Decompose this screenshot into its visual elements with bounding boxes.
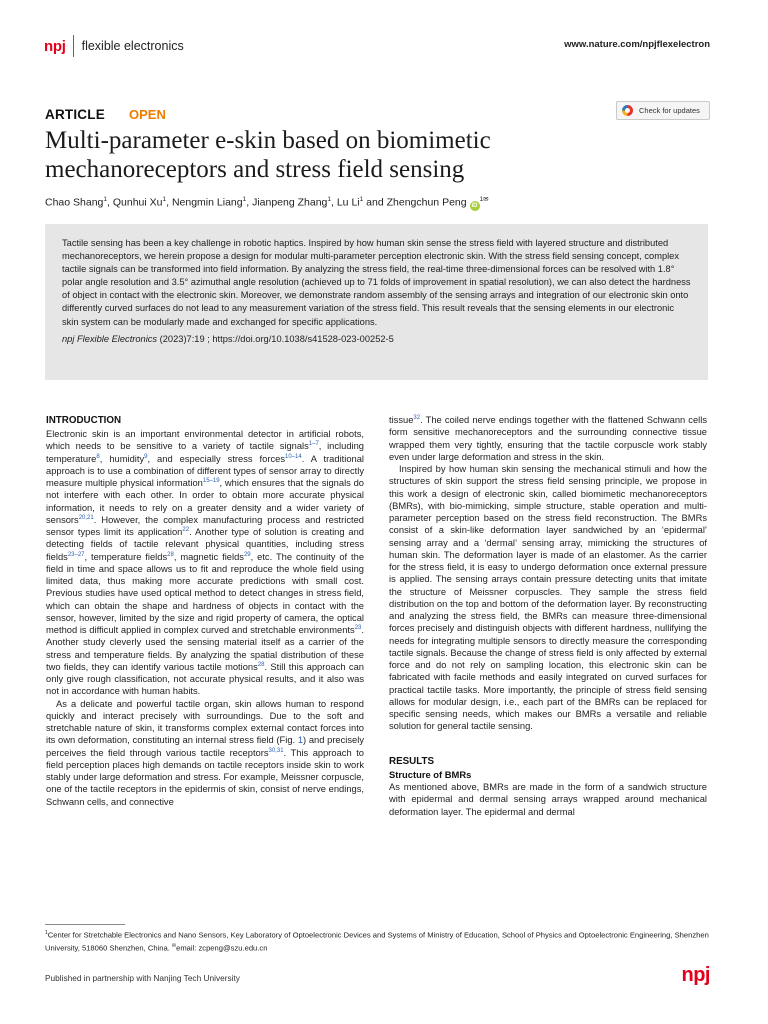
- orcid-icon[interactable]: iD: [471, 202, 478, 209]
- citation-ref[interactable]: 15–19: [202, 477, 220, 484]
- citation-ref[interactable]: 28: [257, 661, 265, 668]
- npj-logo: npj: [44, 37, 66, 55]
- citation-ref[interactable]: 23–27: [67, 551, 85, 558]
- open-access-label: OPEN: [129, 107, 166, 122]
- footer-npj-logo: npj: [681, 964, 710, 986]
- publisher-partnership-note: Published in partnership with Nanjing Tech University: [45, 973, 240, 983]
- citation-ref[interactable]: 10–14: [285, 453, 302, 460]
- paragraph: As mentioned above, BMRs are made in the form of a sandwich structure with epidermal and dermal sensing arrays wrapped around mechanical deformation layer. The epidermal and dermal: [389, 782, 707, 817]
- corresponding-email-link[interactable]: email: zcpeng@szu.edu.cn: [176, 943, 268, 953]
- citation-ref[interactable]: 23: [354, 624, 362, 631]
- citation-journal: npj Flexible Electronics: [62, 333, 158, 344]
- abstract-box: [45, 224, 708, 380]
- citation-ref[interactable]: 30,31: [268, 747, 284, 754]
- affiliation-footnote: [45, 928, 710, 954]
- body-column-right: [389, 414, 707, 818]
- citation-ref[interactable]: 32: [413, 414, 421, 421]
- section-spacer: [389, 733, 707, 755]
- citation-ref[interactable]: 29: [243, 551, 251, 558]
- author-name[interactable]: Jianpeng Zhang: [252, 196, 328, 209]
- journal-name: flexible electronics: [81, 39, 184, 53]
- header-divider: [73, 35, 74, 57]
- paragraph: Inspired by how human skin sensing the mechanical stimuli and how the structures of skin support the stress field sensing principle, we propose in this work a design of electronic skin, called biomimetic mechanoreceptors (BMRs), with bio-mimicking, simple structure, stable operation and multi-parameter perception based on the stress field reconstruction. The BMRs consist of a skin-like deformation layer sandwiched by an ‘epidermal’ sensing array and a ‘dermal’ sensing array, mimicking the structures of human skin. The deformation layer is made of an elastomer. As the carrier for the stress field, it is easy to undergo deformation once external pressure is applied. The sensing arrays contain pressure detecting units that imitate the structure of Meissner corpuscles. They sample the stress field distribution on the top and bottom of the deformation layer. By reconstructing and analyzing the stress field, the BMRs can measure three-dimensional forces precisely and distinguish objects with different hardness, nullifying the needs for integrating multiple sensors to directly measure the corresponding tactile signals. Because the change of stress field is only affected by external force and do not rely on sampling location, this electronic skin can be fabricated with facile methods and easily integrated on curved surfaces for practical tactile tasks. More importantly, the principle of stress field sensing allows for modular design, i.e., each part of the BMRs can be replaced for specific sensing needs, which makes our BMRs a versatile and reliable solution for general tactile sensing.: [389, 464, 707, 732]
- page-header: [44, 36, 710, 56]
- citation-ref[interactable]: 28: [167, 551, 174, 558]
- journal-brand[interactable]: [44, 36, 184, 56]
- article-type: ARTICLE: [45, 107, 105, 122]
- citation-line: [62, 333, 691, 346]
- author-affiliation: 1: [162, 196, 167, 203]
- article-title: Multi-parameter e-skin based on biomimetic mechanoreceptors and stress field sensing: [45, 127, 491, 183]
- section-heading-introduction: INTRODUCTION: [46, 415, 122, 426]
- author-list: Chao Shang$^1$, Qunhui Xu$^1$, Nengmin Liang$^1$, Jianpeng Zhang$^1$, Lu Li$^1$ and Zhengchun Peng $iD^{1✉}$: [45, 196, 489, 209]
- paragraph: tissue$^{32}$. The coiled nerve endings together with the flattened Schwann cells form sensitive mechanoreceptors and the surrounding connective tissue wrapped them very tightly, ensuring that the tactile corpuscle work stably even under large deformation and stress in the skin.: [389, 414, 707, 462]
- citation-doi-link[interactable]: (2023)7:19 ; https://doi.org/10.1038/s41528-023-00252-5: [157, 333, 394, 344]
- author-affiliation: 1: [103, 196, 108, 203]
- author-affiliation: 1: [327, 196, 331, 203]
- author-name[interactable]: Zhengchun Peng: [386, 196, 467, 209]
- paragraph: Electronic skin is an important environmental detector in artificial robots, which needs to be sensitive to a variety of tactile signals$^{1-7}$, including temperature$^8$, humidity$^9$, and especially stress forces$^{10-14}$. A traditional approach is to use a combination of different types of sensor array to directly measure multiple physical information$^{15-19}$, which ensures that the signals do not interfere with each other. In order to obtain more accurate physical information, it needs to rely on a greater density and a wider variety of sensors$^{20,21}$. However, the complex manufacturing process and restricted sensor types limit its application$^{22}$. Another type of solution is creating and detecting fields of tactile relevant physical quantities, including stress fields$^{23-27}$, temperature fields$^{28}$, magnetic fields$^{29}$, etc. The continuity of the field in time and space allows us to fit and reproduce the whole field using limited data, thus making more accurate predictions with small cost. Previous studies have used optical method to detect changes in stress field, which can obtain the shape and hardness of objects in contact with the sensor, however, limited by the size and rigid property of camera, the optical method is difficult applied in complex curved and stretchable environments$^{23}$. Another study cleverly used the sensing material itself as a carrier of the stress and temperature fields. By analyzing the spatial distribution of these two fields, they can identify various tactile motions$^{28}$. Still this approach can only give rough classification, not accurate physical results, and it also was not in accordance with human habits.: [46, 429, 365, 697]
- crossmark-icon: [622, 105, 633, 116]
- author-affiliation: 1: [242, 196, 247, 203]
- subsection-heading-structure: Structure of BMRs: [389, 768, 472, 780]
- footnote-affiliation-mark: 1: [45, 930, 48, 936]
- email-icon: ✉: [171, 943, 177, 950]
- check-for-updates-button[interactable]: [616, 101, 710, 120]
- section-heading-results: RESULTS: [389, 755, 434, 767]
- author-name[interactable]: Qunhui Xu: [112, 196, 163, 209]
- body-column-left: [46, 414, 364, 808]
- footnote-divider: [45, 924, 125, 925]
- check-for-updates-label: Check for updates: [639, 106, 700, 115]
- affiliation-text: Center for Stretchable Electronics and Nano Sensors, Key Laboratory of Optoelectronic Devices and Systems of Ministry of Education, School of Physics and Optoelectronic Engineering, Shenzhen University, 518060 Shenzhen, China.: [45, 930, 709, 953]
- author-affiliation: 1✉: [479, 196, 489, 203]
- journal-url-link[interactable]: www.nature.com/npjflexelectron: [564, 39, 710, 50]
- author-affiliation: 1: [359, 196, 364, 203]
- author-name[interactable]: Chao Shang: [45, 196, 104, 209]
- citation-ref[interactable]: 1–7: [308, 441, 319, 448]
- citation-ref[interactable]: 8: [96, 453, 100, 460]
- figure-ref-link[interactable]: 1: [297, 735, 304, 746]
- paragraph: As a delicate and powerful tactile organ, skin allows human to respond quickly and interact precisely with surroundings. Due to the soft and stretchable nature of skin, it transforms complex external contact forces into its own deformation, constituting an internal stress field (Fig. 1) and precisely perceives the field through various tactile receptors$^{30,31}$. This approach to field perception places high demands on tactile receptors inside skin to work stably under large deformation and stress. For example, Meissner corpuscle, one of the tactile receptors in the epidermis of skin, consist of nerve endings, Schwann cells, and connective: [46, 698, 364, 807]
- citation-ref[interactable]: 22: [182, 526, 190, 533]
- citation-ref[interactable]: 20,21: [78, 514, 94, 521]
- abstract-text: Tactile sensing has been a key challenge in robotic haptics. Inspired by how human skin sense the stress field with layered structure and distributed mechanoreceptors, we herein propose a design for modular multi-parameter perception electronic skin. With the stress field sensing concept, complex tactile signals can be transformed into field information. By analyzing the stress field, the real-time three-dimensional forces can be resolved with 1.8° polar angle resolution and 3.5° azimuthal angle resolution (achieved up to 71 folds of improvement in spatial resolution), we can also detect the hardness of object in contact with the electronic skin. Moreover, we demonstrate random assembly of the sensing arrays and integration of our electronic skin onto differently curved surfaces do not lead to any measurement variation of the stress field. This result reveals that the sensing elements in our electronic skin system can be modularly made and exchanged for specific applications.: [62, 238, 691, 327]
- author-name[interactable]: Lu Li: [336, 196, 360, 209]
- citation-ref[interactable]: 9: [144, 453, 148, 460]
- author-name[interactable]: Nengmin Liang: [171, 196, 243, 209]
